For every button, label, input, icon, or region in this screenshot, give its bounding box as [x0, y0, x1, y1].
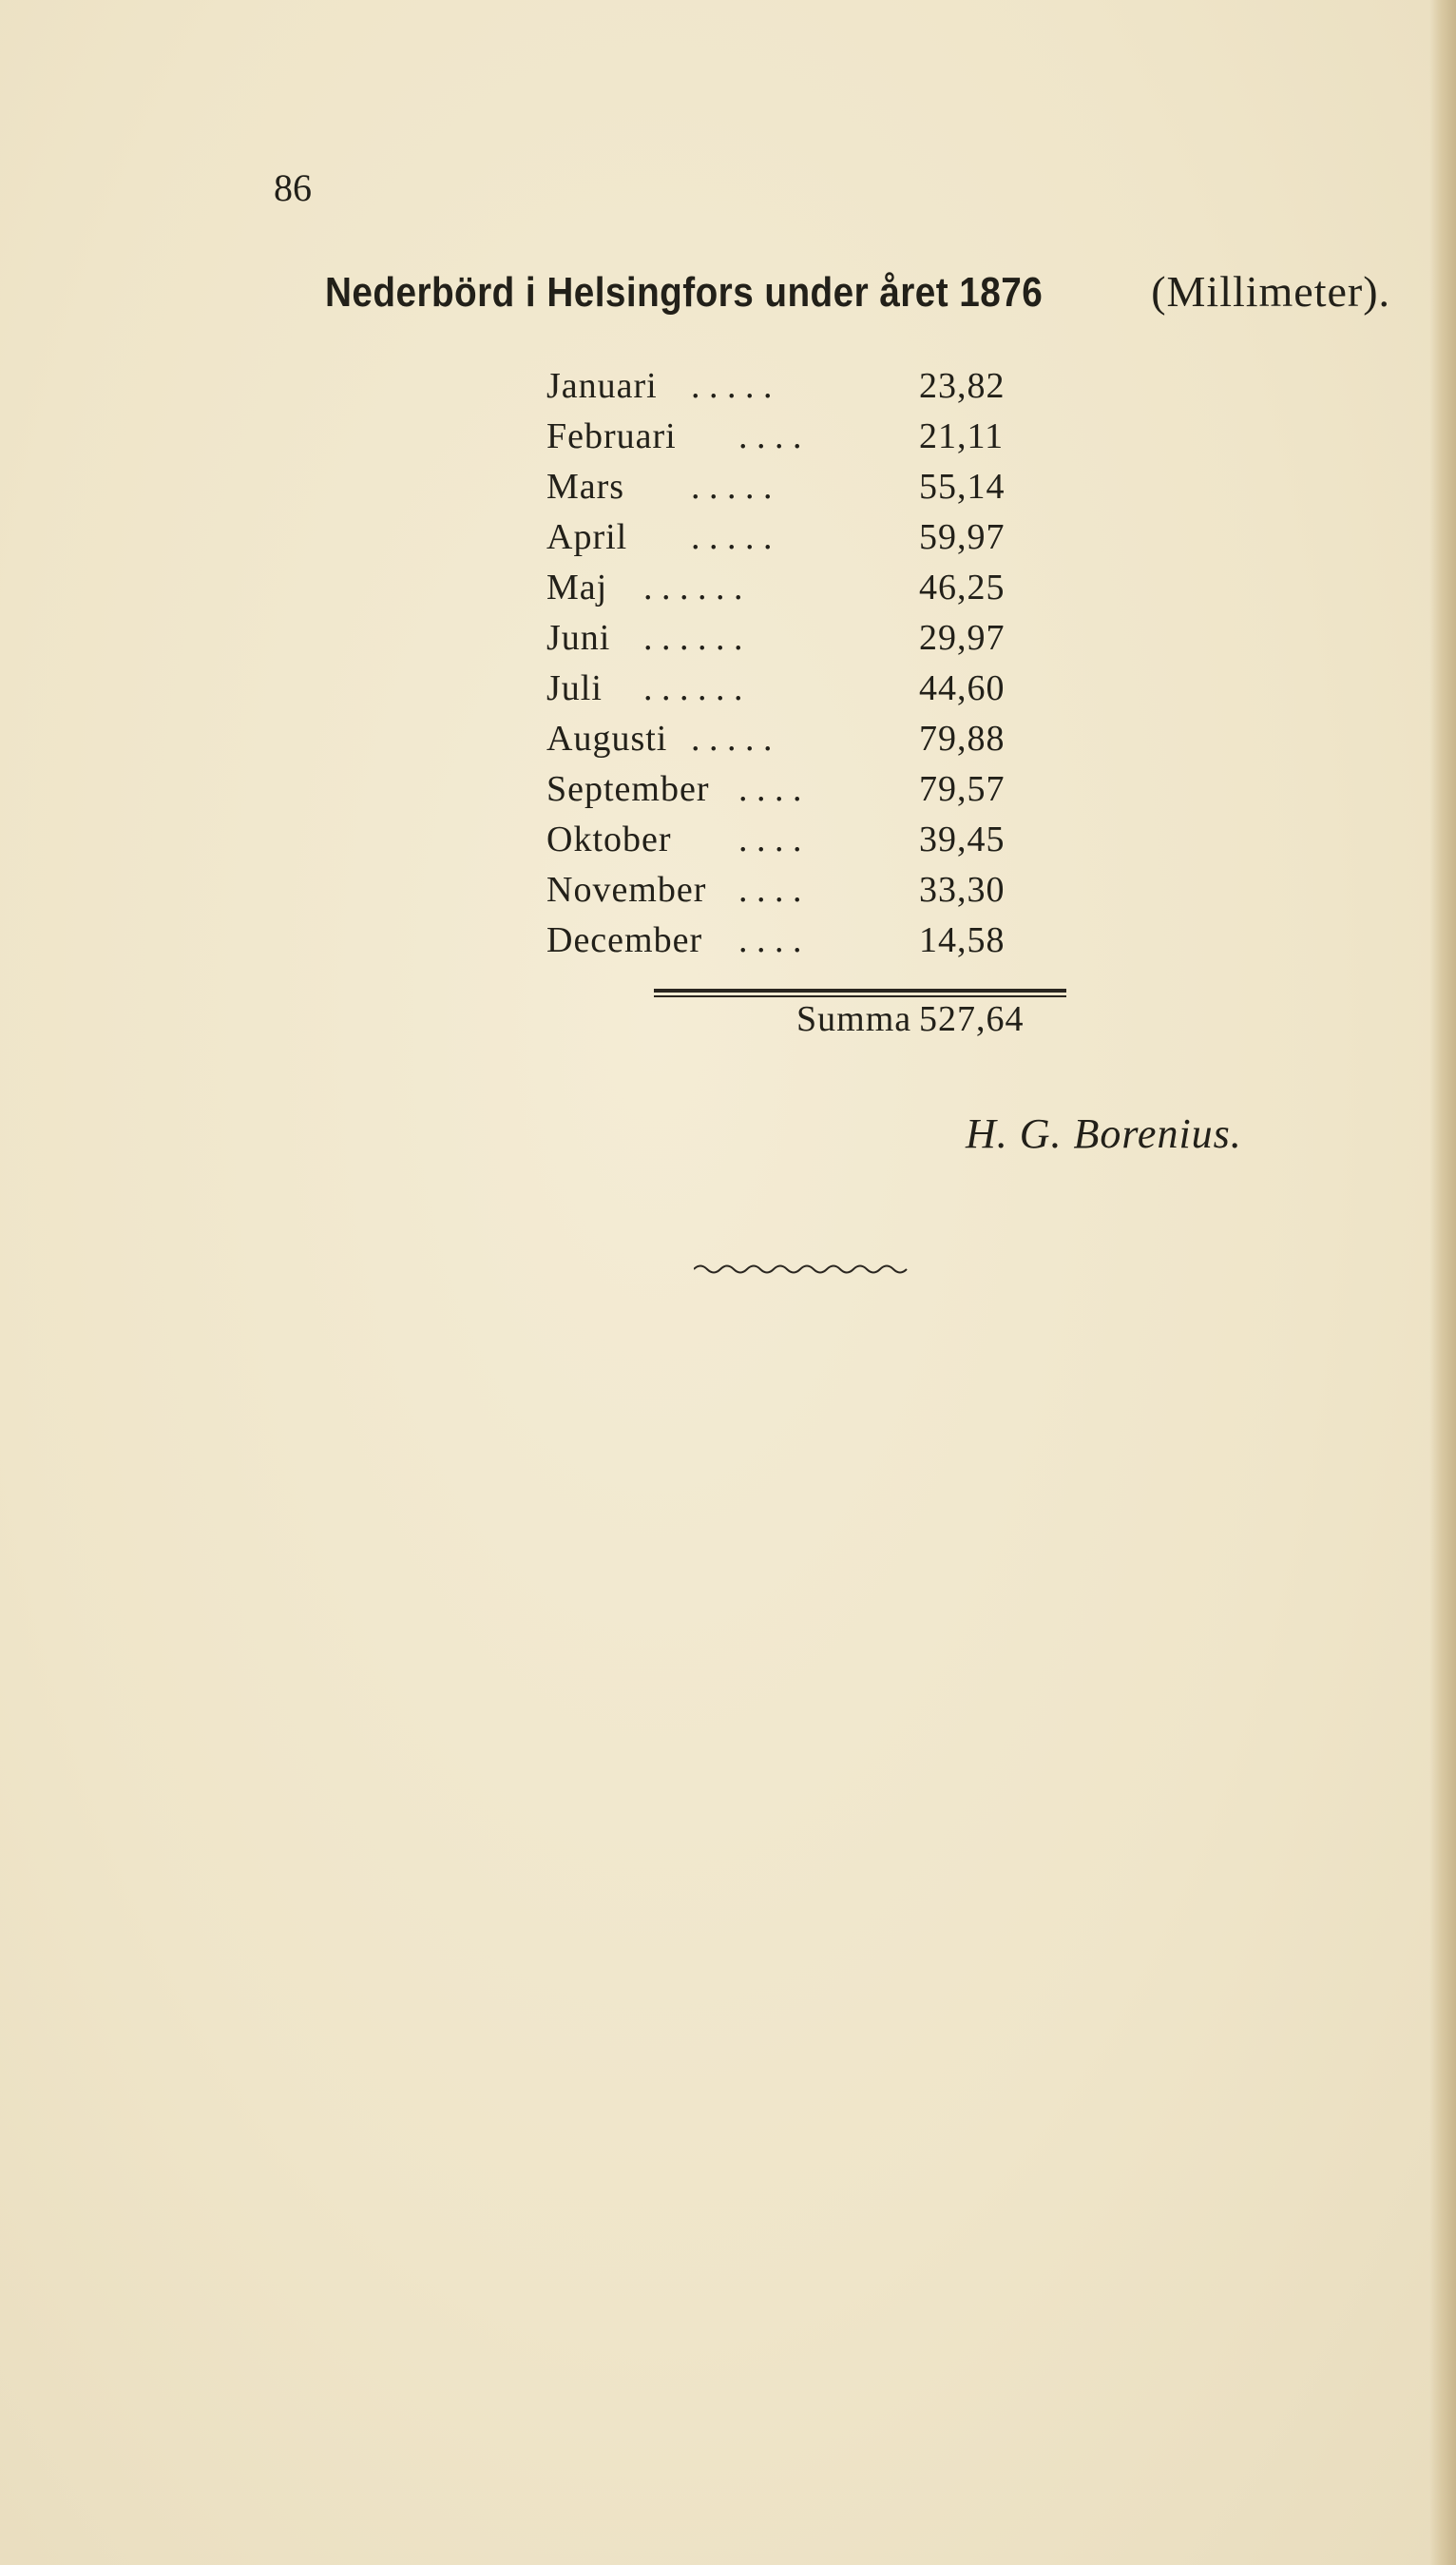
month-label: Augusti: [546, 719, 668, 759]
leader-dots: . . . .: [738, 416, 802, 456]
leader-dots: . . . . . .: [643, 568, 743, 608]
leader-dots: . . . .: [738, 920, 802, 960]
table-row: [546, 462, 1079, 512]
precipitation-value: 39,45: [919, 820, 1006, 859]
precipitation-value: 44,60: [919, 668, 1006, 708]
table-row: [546, 613, 1079, 664]
leader-dots: . . . . . .: [643, 668, 743, 708]
month-label: Februari: [546, 416, 677, 456]
table-row: [546, 664, 1079, 714]
month-label: September: [546, 769, 710, 809]
precipitation-value: 79,88: [919, 719, 1006, 759]
title-unit: (Millimeter).: [1151, 267, 1391, 316]
table-row: [546, 512, 1079, 563]
leader-dots: . . . . . .: [643, 618, 743, 658]
month-label: Juni: [546, 618, 611, 658]
page-edge-shadow: [1429, 0, 1456, 2565]
table-row: [546, 412, 1079, 462]
precipitation-value: 33,30: [919, 870, 1006, 910]
month-label: Oktober: [546, 820, 672, 859]
precipitation-value: 21,11: [919, 416, 1005, 456]
leader-dots: . . . .: [738, 769, 802, 809]
table-row: [546, 815, 1079, 865]
month-label: December: [546, 920, 703, 960]
precipitation-value: 59,97: [919, 517, 1006, 557]
leader-dots: . . . .: [738, 870, 802, 910]
month-label: April: [546, 517, 628, 557]
precipitation-value: 55,14: [919, 467, 1006, 507]
leader-dots: . . . . .: [691, 517, 773, 557]
month-label: Mars: [546, 467, 625, 507]
table-row: [546, 361, 1079, 412]
table-row: [546, 714, 1079, 764]
precipitation-value: 14,58: [919, 920, 1006, 960]
sum-label: Summa: [796, 999, 912, 1039]
sum-rule: [654, 989, 1066, 993]
month-label: Maj: [546, 568, 608, 608]
table-row: [546, 563, 1079, 613]
precipitation-value: 46,25: [919, 568, 1006, 608]
author-signature: H. G. Borenius.: [966, 1110, 1242, 1157]
table-row: [546, 916, 1079, 966]
table-row: [546, 764, 1079, 815]
page-title: [325, 268, 1390, 317]
month-label: Juli: [546, 668, 603, 708]
precipitation-table: [546, 361, 1079, 966]
month-label: November: [546, 870, 707, 910]
page-number: 86: [274, 166, 312, 209]
leader-dots: . . . .: [738, 820, 802, 859]
precipitation-value: 23,82: [919, 366, 1006, 406]
month-label: Januari: [546, 366, 658, 406]
leader-dots: . . . . .: [691, 366, 773, 406]
wave-ornament: [694, 1261, 912, 1278]
table-row: [546, 865, 1079, 916]
leader-dots: . . . . .: [691, 467, 773, 507]
sum-value: 527,64: [919, 999, 1025, 1039]
title-main: Nederbörd i Helsingfors under året 1876: [325, 269, 1044, 316]
precipitation-value: 79,57: [919, 769, 1006, 809]
leader-dots: . . . . .: [691, 719, 773, 759]
precipitation-value: 29,97: [919, 618, 1006, 658]
